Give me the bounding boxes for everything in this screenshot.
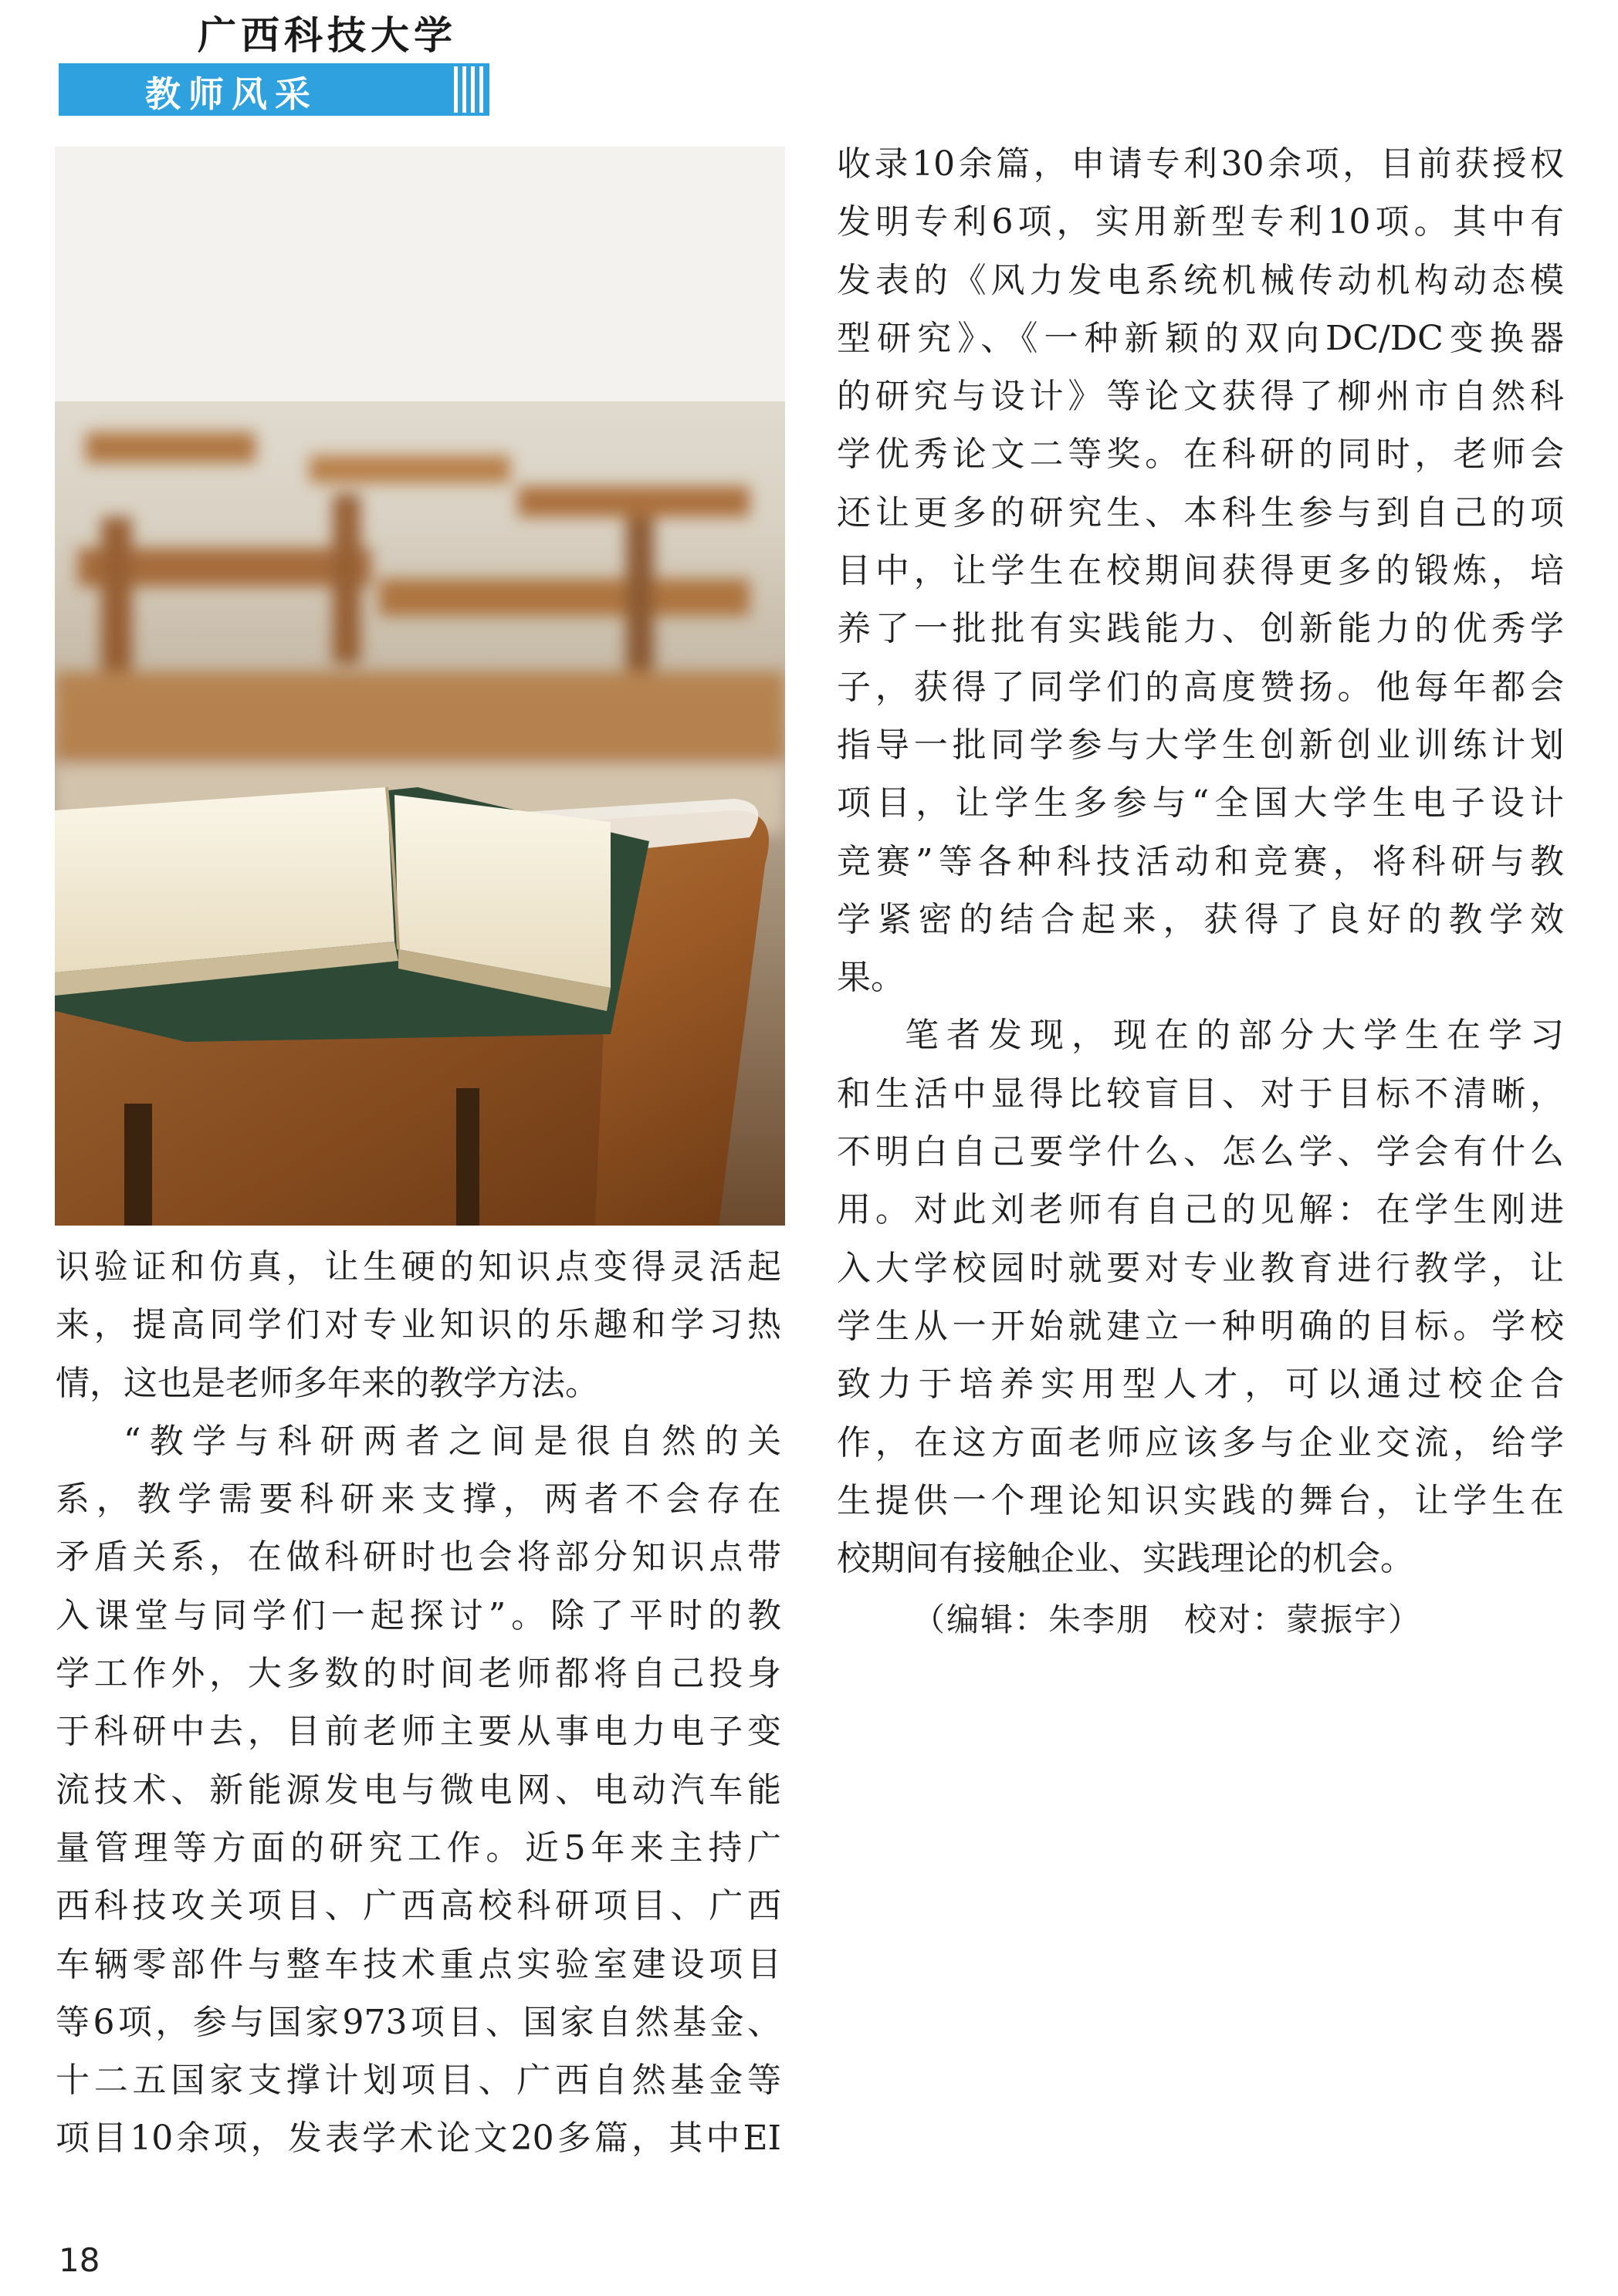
text-line: 识验证和仿真，让生硬的知识点变得灵活起 [56,1247,781,1287]
text-line: 学生从一开始就建立一种明确的目标。学校 [837,1306,1564,1346]
text-line: 流技术、新能源发电与微电网、电动汽车能 [56,1770,781,1810]
text-line: 收录10余篇，申请专利30余项，目前获授权 [837,144,1564,184]
text-line: 入课堂与同学们一起探讨”。除了平时的教 [56,1595,781,1635]
text-line: 校期间有接触企业、实践理论的机会。 [837,1539,1414,1579]
text-line: 果。 [837,958,905,998]
text-line: 西科技攻关项目、广西高校科研项目、广西 [56,1886,781,1926]
text-line: 用。对此刘老师有自己的见解：在学生刚进 [837,1190,1564,1230]
text-line: 学工作外，大多数的时间老师都将自己投身 [56,1654,781,1694]
text-line: 学优秀论文二等奖。在科研的同时，老师会 [837,435,1564,475]
text-line: 十二五国家支撑计划项目、广西自然基金等 [56,2061,781,2101]
text-line: 作，在这方面老师应该多与企业交流，给学 [837,1422,1564,1462]
text-line: 等6项，参与国家973项目、国家自然基金、 [56,2002,781,2042]
text-line: 发明专利6项，实用新型专利10项。其中有 [837,202,1564,242]
text-line: 系，教学需要科研来支撑，两者不会存在 [56,1479,781,1520]
text-line: “教学与科研两者之间是很自然的关 [124,1421,781,1461]
text-line: 矛盾关系，在做科研时也会将部分知识点带 [56,1537,781,1577]
text-line: 项目，让学生多参与“全国大学生电子设计 [837,783,1564,823]
text-line: 还让更多的研究生、本科生参与到自己的项 [837,492,1564,533]
banner-stripes-decoration [454,66,483,113]
text-line: 情，这也是老师多年来的教学方法。 [56,1363,599,1403]
left-column-body-text [56,1238,781,2168]
text-line: 和生活中显得比较盲目、对于目标不清晰， [837,1074,1564,1114]
text-line: 发表的《风力发电系统机械传动机构动态模 [837,260,1564,300]
text-line: 学紧密的结合起来，获得了良好的教学效 [837,899,1564,939]
text-line: 型研究》、《一种新颖的双向DC/DC变换器 [837,318,1564,358]
text-line: 目中，让学生在校期间获得更多的锻炼，培 [837,551,1564,591]
text-line: 笔者发现，现在的部分大学生在学习 [905,1016,1564,1056]
text-line: 入大学校园时就要对专业教育进行教学，让 [837,1248,1564,1288]
text-line: 生提供一个理论知识实践的舞台，让学生在 [837,1480,1564,1520]
text-line: 子，获得了同学们的高度赞扬。他每年都会 [837,667,1564,707]
section-label: 教师风采 [145,73,318,115]
section-banner [59,63,489,116]
photo-illustration [55,147,785,1226]
text-line: 量管理等方面的研究工作。近5年来主持广 [56,1828,781,1868]
page-number: 18 [59,2241,100,2279]
editor-credits: （编辑：朱李朋 校对：蒙振宇） [912,1601,1423,1638]
text-line: 不明白自己要学什么、怎么学、学会有什么 [837,1132,1564,1172]
text-line: 来，提高同学们对专业知识的乐趣和学习热 [56,1305,781,1345]
text-line: 车辆零部件与整车技术重点实验室建设项目 [56,1944,781,1984]
text-line: 致力于培养实用型人才，可以通过校企合 [837,1364,1564,1405]
text-line: 指导一批同学参与大学生创新创业训练计划 [837,725,1564,765]
right-column-body-text [837,135,1564,1588]
text-line: 的研究与设计》等论文获得了柳州市自然科 [837,377,1564,417]
text-line: 于科研中去，目前老师主要从事电力电子变 [56,1712,781,1752]
text-line: 养了一批批有实践能力、创新能力的优秀学 [837,609,1564,649]
classroom-desk-open-book-photo [55,147,785,1226]
text-line: 项目10余项，发表学术论文20多篇，其中EI [56,2118,781,2159]
text-line: 竞赛”等各种科技活动和竞赛，将科研与教 [837,841,1564,881]
school-name: 广西科技大学 [198,12,457,58]
